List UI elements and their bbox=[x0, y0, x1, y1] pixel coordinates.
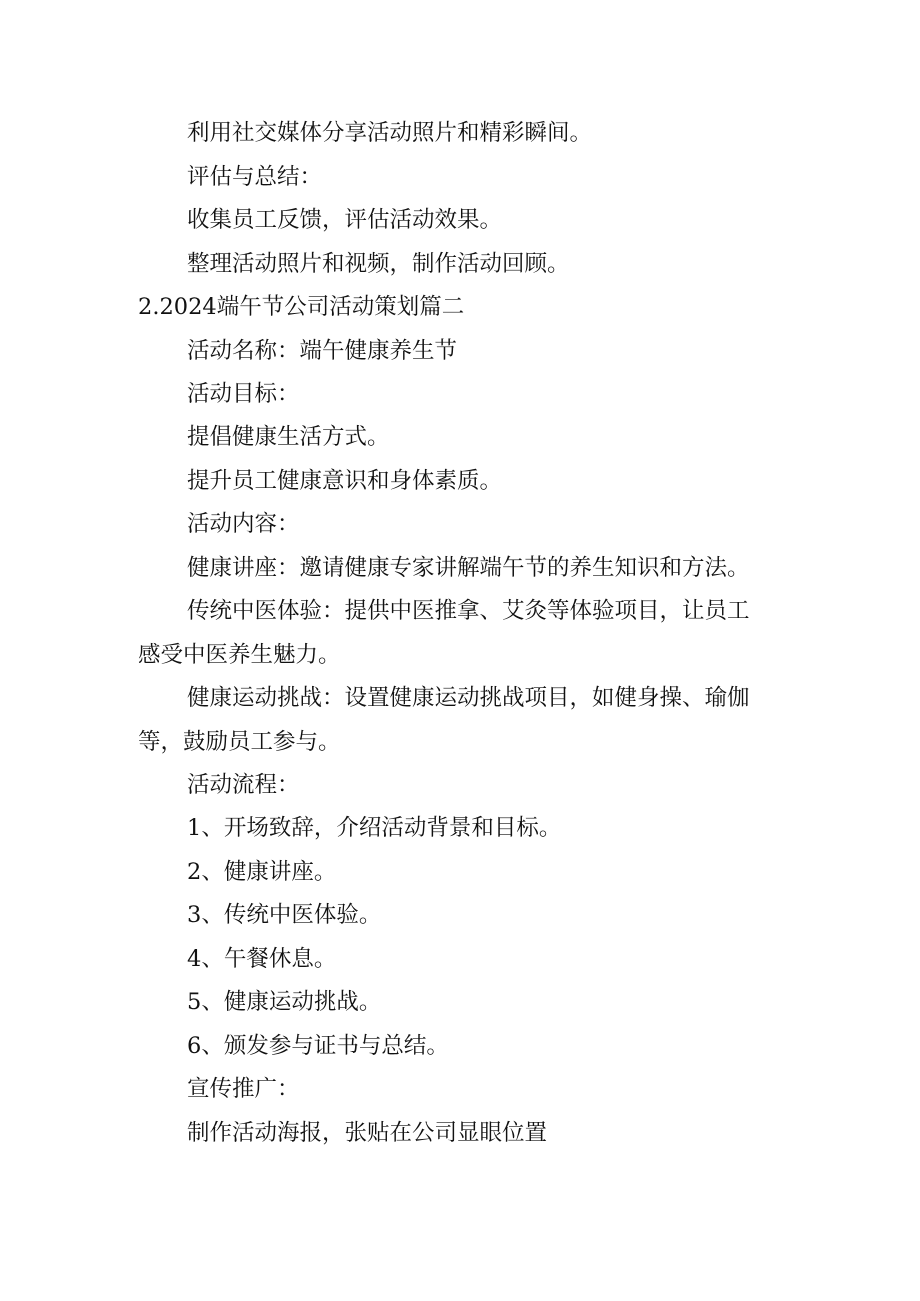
paragraph-continuation: 等，鼓励员工参与。 bbox=[138, 729, 341, 755]
section-heading: 宣传推广： bbox=[187, 1076, 300, 1102]
section-heading: 评估与总结： bbox=[187, 164, 323, 190]
activity-name-line: 活动名称：端午健康养生节 bbox=[187, 338, 458, 364]
paragraph-continuation: 感受中医养生魅力。 bbox=[138, 642, 341, 668]
paragraph-line: 利用社交媒体分享活动照片和精彩瞬间。 bbox=[187, 120, 593, 146]
list-item: 1、开场致辞，介绍活动背景和目标。 bbox=[187, 815, 562, 841]
list-item: 6、颁发参与证书与总结。 bbox=[187, 1033, 449, 1059]
paragraph-line: 提倡健康生活方式。 bbox=[187, 424, 390, 450]
list-item: 4、午餐休息。 bbox=[187, 946, 337, 972]
section-heading: 活动目标： bbox=[187, 381, 300, 407]
paragraph-line: 整理活动照片和视频，制作活动回顾。 bbox=[187, 251, 570, 277]
section-heading: 活动内容： bbox=[187, 511, 300, 537]
paragraph-line: 提升员工健康意识和身体素质。 bbox=[187, 468, 503, 494]
list-item: 5、健康运动挑战。 bbox=[187, 989, 382, 1015]
paragraph-line: 健康运动挑战：设置健康运动挑战项目，如健身操、瑜伽 bbox=[187, 685, 750, 711]
paragraph-line: 制作活动海报，张贴在公司显眼位置 bbox=[187, 1120, 548, 1146]
chapter-title: 2.2024端午节公司活动策划篇二 bbox=[138, 294, 465, 320]
list-item: 3、传统中医体验。 bbox=[187, 902, 382, 928]
section-heading: 活动流程： bbox=[187, 772, 300, 798]
paragraph-line: 健康讲座：邀请健康专家讲解端午节的养生知识和方法。 bbox=[187, 555, 750, 581]
list-item: 2、健康讲座。 bbox=[187, 859, 337, 885]
paragraph-line: 收集员工反馈，评估活动效果。 bbox=[187, 207, 503, 233]
paragraph-line: 传统中医体验：提供中医推拿、艾灸等体验项目，让员工 bbox=[187, 598, 750, 624]
